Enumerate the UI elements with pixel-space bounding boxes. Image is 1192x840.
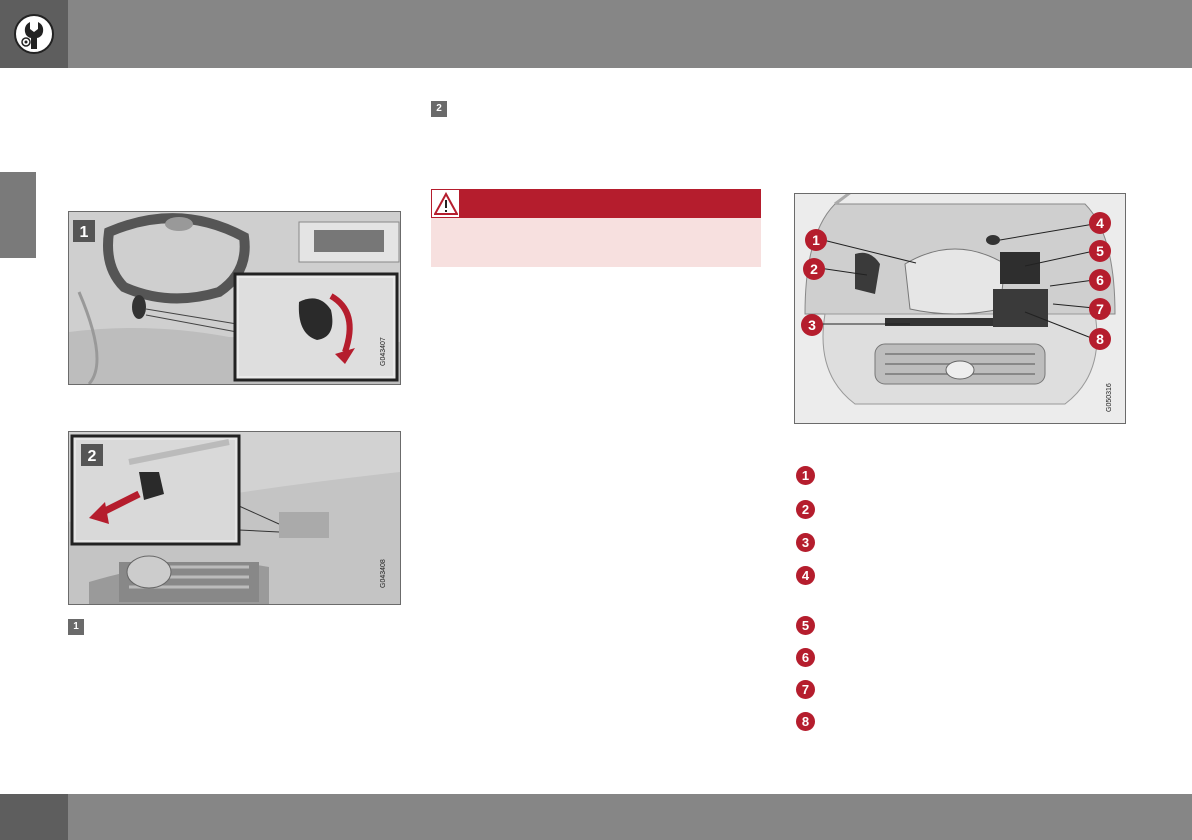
legend-item-1: 1 [796,466,815,485]
legend-item-4: 4 [796,566,815,585]
wrench-gear-icon [13,13,55,55]
legend-item-7: 7 [796,680,815,699]
engine-compartment-photo [794,193,1126,424]
callout-1: 1 [805,229,827,251]
warning-header-bar [431,189,761,218]
svg-text:2: 2 [87,448,97,465]
hood-safety-catch-photo [68,431,401,605]
callout-6: 6 [1089,269,1111,291]
warning-icon-box [431,189,460,218]
footer-page-box [0,794,68,840]
callout-5: 5 [1089,240,1111,262]
callout-4: 4 [1089,212,1111,234]
hood-release-handle-photo [68,211,401,385]
figure2-ref-code: G043408 [380,559,387,588]
step2-marker: 2 [431,101,447,117]
figure1-ref-code: G043407 [380,337,387,366]
legend-item-2: 2 [796,500,815,519]
callout-7: 7 [1089,298,1111,320]
legend-item-5: 5 [796,616,815,635]
svg-text:1: 1 [79,224,89,241]
legend-item-3: 3 [796,533,815,552]
legend-item-8: 8 [796,712,815,731]
legend-item-6: 6 [796,648,815,667]
warning-triangle-icon [434,192,458,216]
callout-2: 2 [803,258,825,280]
header-icon-box [0,0,68,68]
step1-marker: 1 [68,619,84,635]
figure3-ref-code: G050316 [1106,383,1113,412]
page-header [0,0,1192,68]
warning-box [431,189,761,267]
chapter-side-tab[interactable] [0,172,36,258]
page-footer [0,794,1192,840]
callout-8: 8 [1089,328,1111,350]
callout-3: 3 [801,314,823,336]
